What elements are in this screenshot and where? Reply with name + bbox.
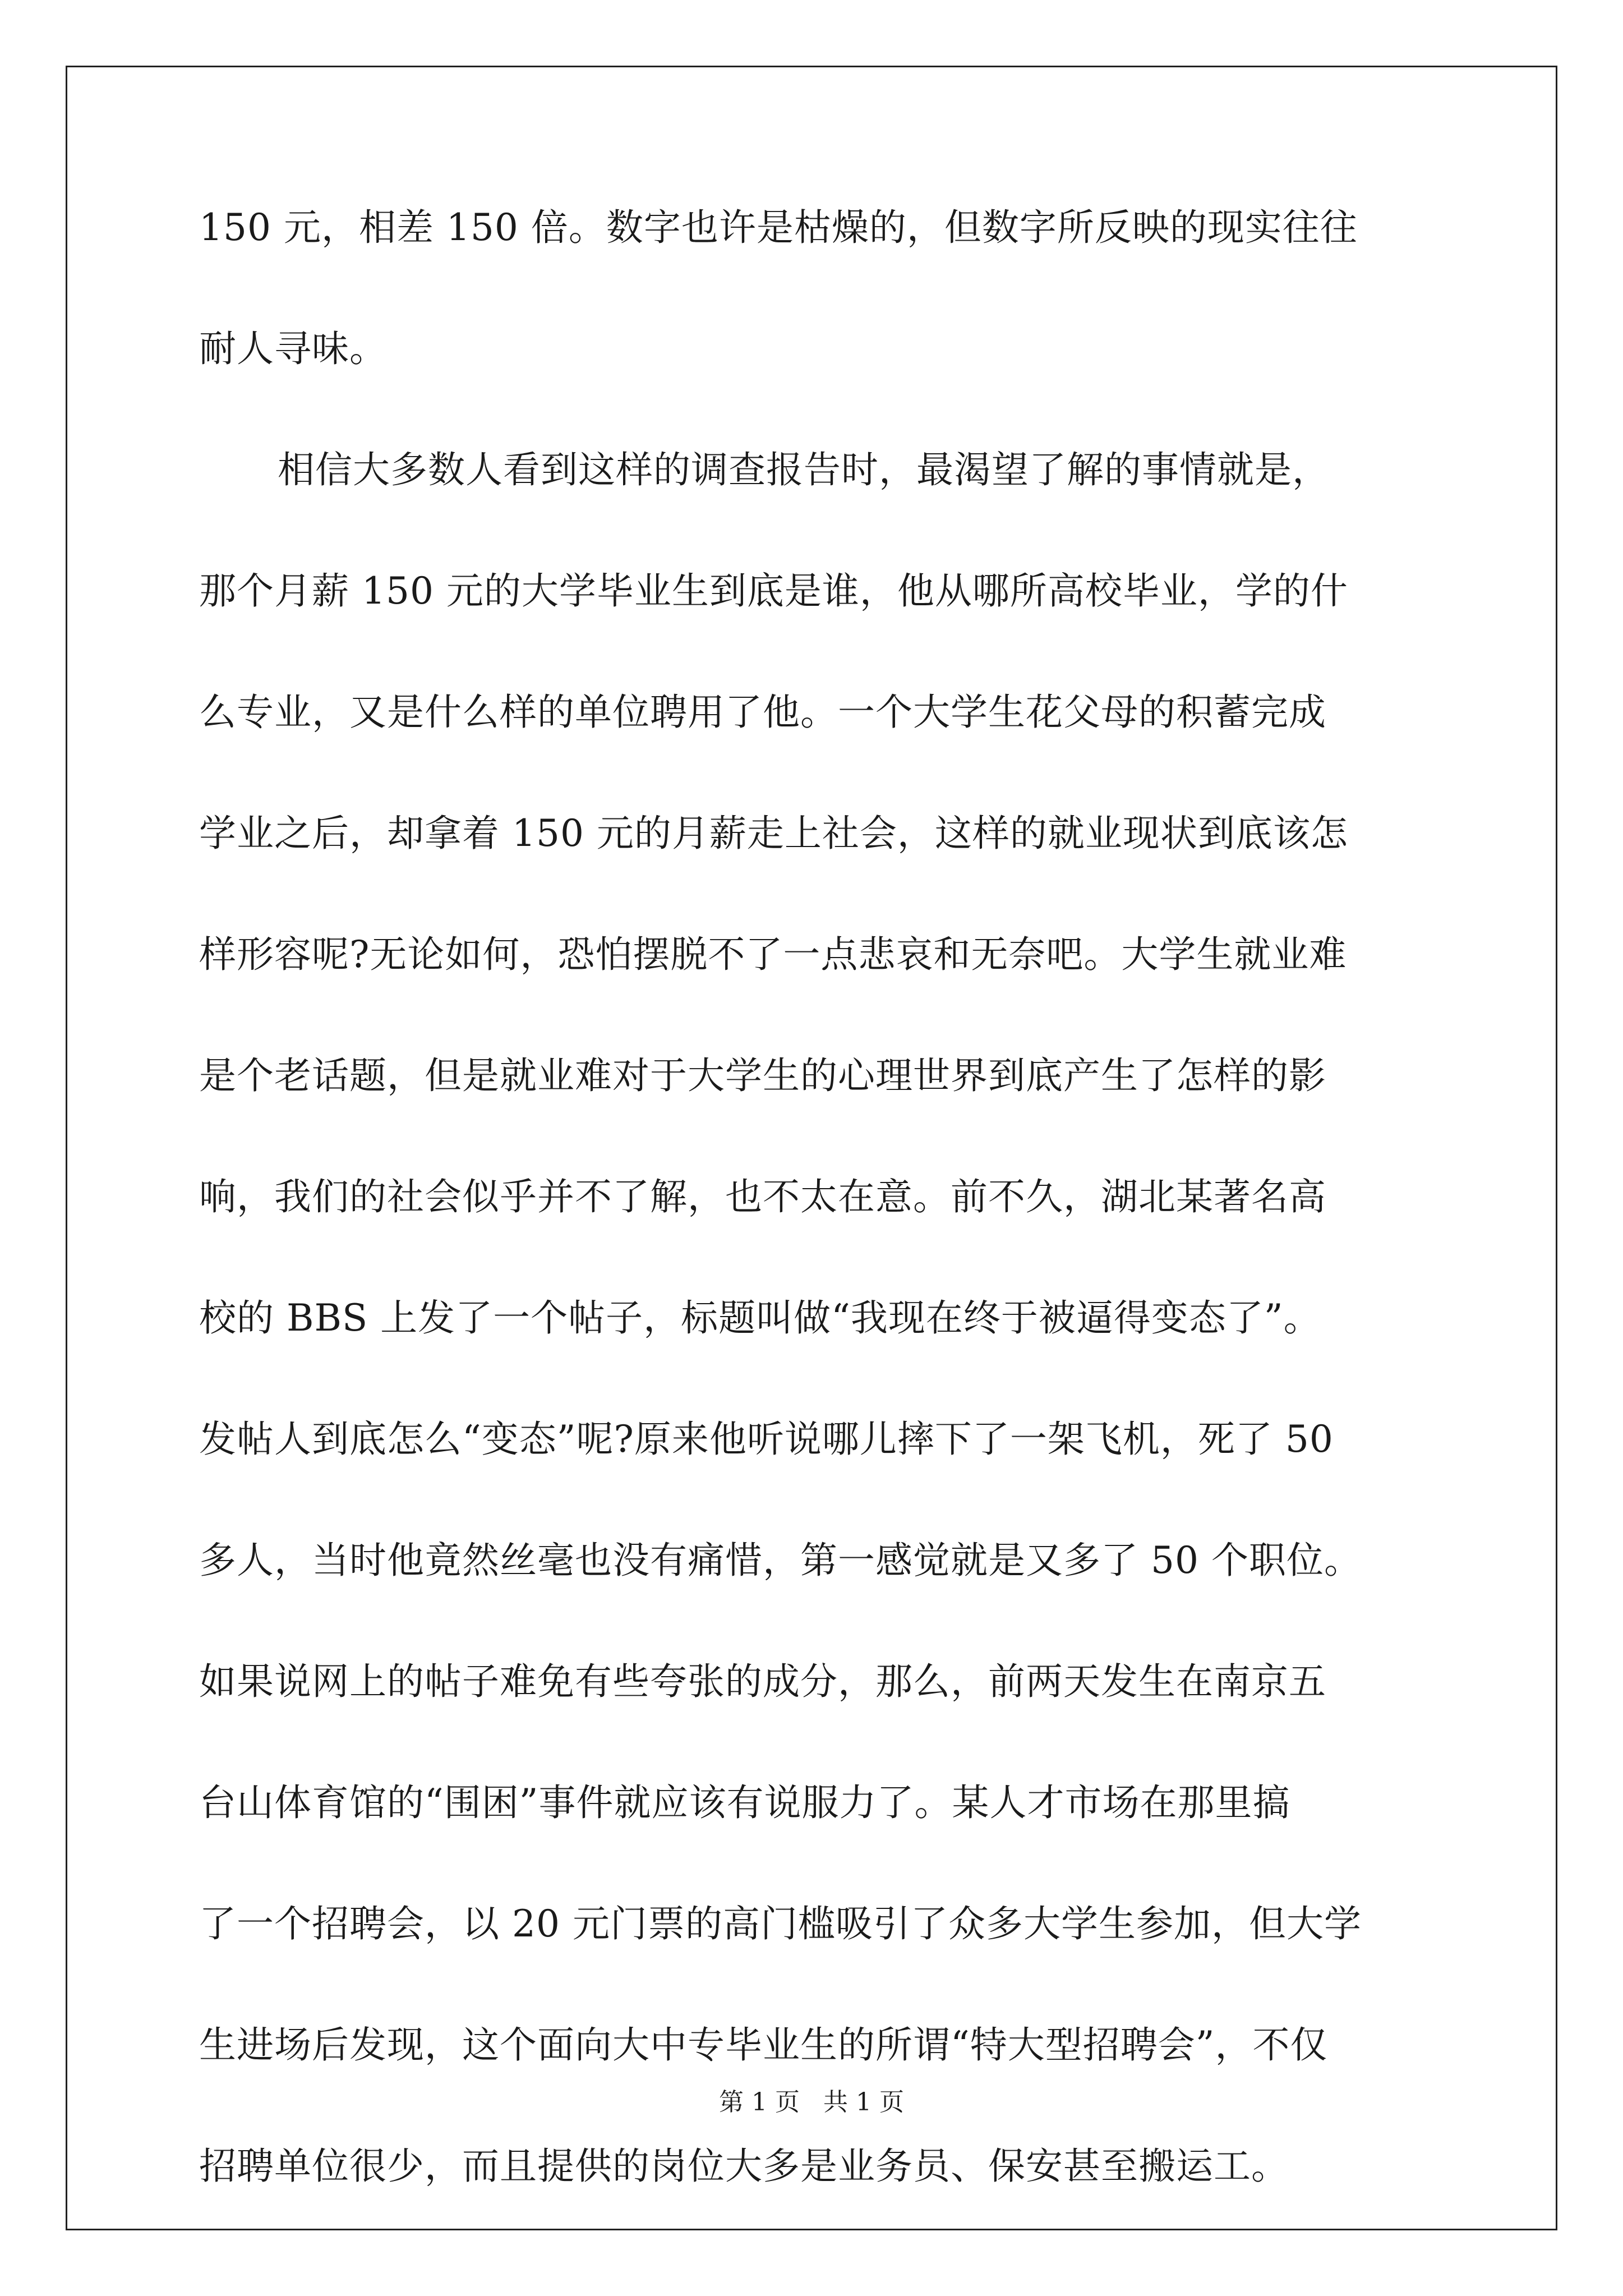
page-number-footer: 第 1 页 共 1 页 bbox=[719, 2088, 904, 2116]
text-line: 台山体育馆的“围困”事件就应该有说服力了。某人才市场在那里搞 bbox=[199, 1781, 1290, 1824]
text-line: 学业之后，却拿着 150 元的月薪走上社会，这样的就业现状到底该怎 bbox=[199, 812, 1348, 855]
text-line: 多人，当时他竟然丝毫也没有痛惜，第一感觉就是又多了 50 个职位。 bbox=[199, 1539, 1362, 1582]
text-line: 了一个招聘会，以 20 元门票的高门槛吸引了众多大学生参加，但大学 bbox=[199, 1902, 1362, 1945]
text-line: 如果说网上的帖子难免有些夸张的成分，那么，前两天发生在南京五 bbox=[199, 1660, 1326, 1703]
paragraph-first-line: 相信大多数人看到这样的调查报告时，最渴望了解的事情就是， bbox=[278, 448, 1330, 491]
text-line: 那个月薪 150 元的大学毕业生到底是谁，他从哪所高校毕业，学的什 bbox=[199, 569, 1348, 613]
text-line: 耐人寻味。 bbox=[199, 327, 387, 370]
text-line: 响，我们的社会似乎并不了解，也不太在意。前不久，湖北某著名高 bbox=[199, 1175, 1326, 1218]
text-line: 样形容呢?无论如何，恐怕摆脱不了一点悲哀和无奈吧。大学生就业难 bbox=[199, 933, 1347, 976]
text-line: 生进场后发现，这个面向大中专毕业生的所谓“特大型招聘会”，不仅 bbox=[199, 2023, 1328, 2067]
text-line: 么专业，又是什么样的单位聘用了他。一个大学生花父母的积蓄完成 bbox=[199, 691, 1326, 734]
text-line: 150 元，相差 150 倍。数字也许是枯燥的，但数字所反映的现实往往 bbox=[199, 206, 1358, 249]
text-line: 校的 BBS 上发了一个帖子，标题叫做“我现在终于被逼得变态了”。 bbox=[199, 1296, 1321, 1340]
text-line: 发帖人到底怎么“变态”呢?原来他听说哪儿摔下了一架飞机，死了 50 bbox=[199, 1418, 1334, 1461]
text-line: 招聘单位很少，而且提供的岗位大多是业务员、保安甚至搬运工。 bbox=[199, 2145, 1289, 2188]
document-body bbox=[199, 208, 1450, 2267]
text-line: 是个老话题，但是就业难对于大学生的心理世界到底产生了怎样的影 bbox=[199, 1054, 1326, 1097]
